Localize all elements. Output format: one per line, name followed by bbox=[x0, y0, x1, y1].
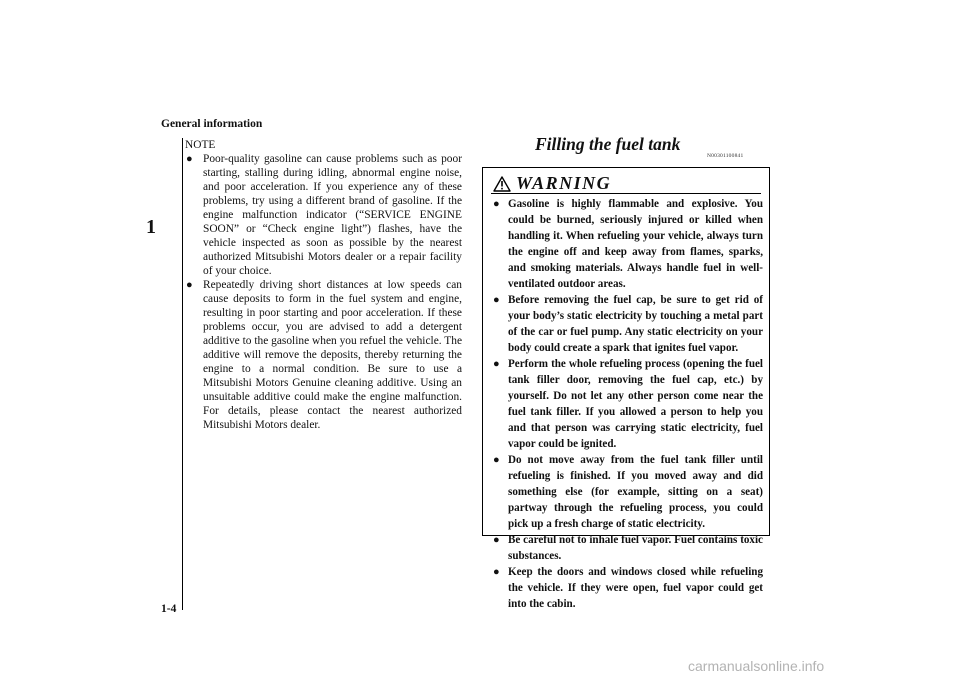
note-item bbox=[186, 152, 462, 278]
note-column bbox=[186, 138, 462, 432]
note-item-text: Poor-quality gasoline can cause problems such as poor starting, stalling during idling, abnormal engine noise, and poor acceleration. If you experience any of these problems, try using a different brand of gasoline. If the engine malfunction indicator (“SERVICE ENGINE SOON” or “Check engine light”) flashes, have the vehicle inspected as soon as possible by the nearest authorized Mitsubishi Motors dealer or a repair facility of your choice. bbox=[203, 153, 462, 277]
section-title: General information bbox=[161, 118, 263, 130]
bullet-icon: ● bbox=[186, 153, 193, 165]
bullet-icon: ● bbox=[493, 534, 500, 546]
warning-item-text: Keep the doors and windows closed while refueling the vehicle. If they were open, fuel vapor could get into the cabin. bbox=[508, 566, 763, 610]
warning-item-text: Be careful not to inhale fuel vapor. Fuel contains toxic substances. bbox=[508, 534, 763, 562]
watermark-link[interactable]: carmanualsonline.info bbox=[688, 658, 825, 674]
warning-title: WARNING bbox=[516, 173, 612, 193]
filling-title: Filling the fuel tank bbox=[535, 134, 681, 154]
chapter-number: 1 bbox=[146, 216, 156, 238]
warning-box bbox=[482, 167, 770, 610]
bullet-icon: ● bbox=[493, 454, 500, 466]
page-number: 1-4 bbox=[161, 603, 177, 615]
warning-item-text: Do not move away from the fuel tank filler until refueling is finished. If you moved away and did something else (for example, sitting on a seat) partway through the refueling process, you could pick up a fresh charge of static electricity. bbox=[508, 454, 763, 530]
warning-item-text: Before removing the fuel cap, be sure to get rid of your body’s static electricity by touching a metal part of the car or fuel pump. Any static electricity on your body could create a spark that ignites fuel vapor. bbox=[508, 294, 763, 354]
warning-item bbox=[493, 196, 763, 292]
bullet-icon: ● bbox=[493, 198, 500, 210]
warning-item bbox=[493, 452, 763, 532]
warning-header bbox=[493, 173, 611, 194]
warning-triangle-icon bbox=[493, 176, 511, 192]
bullet-icon: ● bbox=[493, 358, 500, 370]
warning-item-text: Perform the whole refueling process (opening the fuel tank filler door, removing the fuel cap, etc.) by yourself. Do not let any other person come near the fuel tank filler. If you allowed a person to help you and that person was carrying static electricity, fuel vapor could be ignited. bbox=[508, 358, 763, 450]
warning-divider bbox=[491, 193, 761, 194]
bullet-icon: ● bbox=[186, 279, 193, 291]
warning-item bbox=[493, 292, 763, 356]
note-item-text: Repeatedly driving short distances at low speeds can cause deposits to form in the fuel system and engine, resulting in poor starting and poor acceleration. If these problems occur, you are advised to add a detergent additive to the gasoline when you refuel the vehicle. The additive will remove the deposits, thereby returning the engine to a normal condition. Be sure to use a Mitsubishi Motors Genuine cleaning additive. Using an unsuitable additive could make the engine malfunction. For details, please contact the nearest authorized Mitsubishi Motors dealer. bbox=[203, 279, 462, 431]
warning-item-text: Gasoline is highly flammable and explosive. You could be burned, seriously injured or killed when handling it. When refueling your vehicle, always turn the engine off and keep away from flames, sparks, and smoking materials. Always handle fuel in well-ventilated outdoor areas. bbox=[508, 198, 763, 290]
reference-code: N00301100841 bbox=[707, 153, 744, 159]
note-item bbox=[186, 278, 462, 432]
chapter-rule bbox=[182, 138, 183, 610]
bullet-icon: ● bbox=[493, 566, 500, 578]
warning-item bbox=[493, 564, 763, 612]
warning-item bbox=[493, 532, 763, 564]
note-list bbox=[186, 152, 462, 432]
warning-item bbox=[493, 356, 763, 452]
bullet-icon: ● bbox=[493, 294, 500, 306]
warning-list bbox=[493, 196, 763, 612]
note-label: NOTE bbox=[185, 139, 216, 151]
